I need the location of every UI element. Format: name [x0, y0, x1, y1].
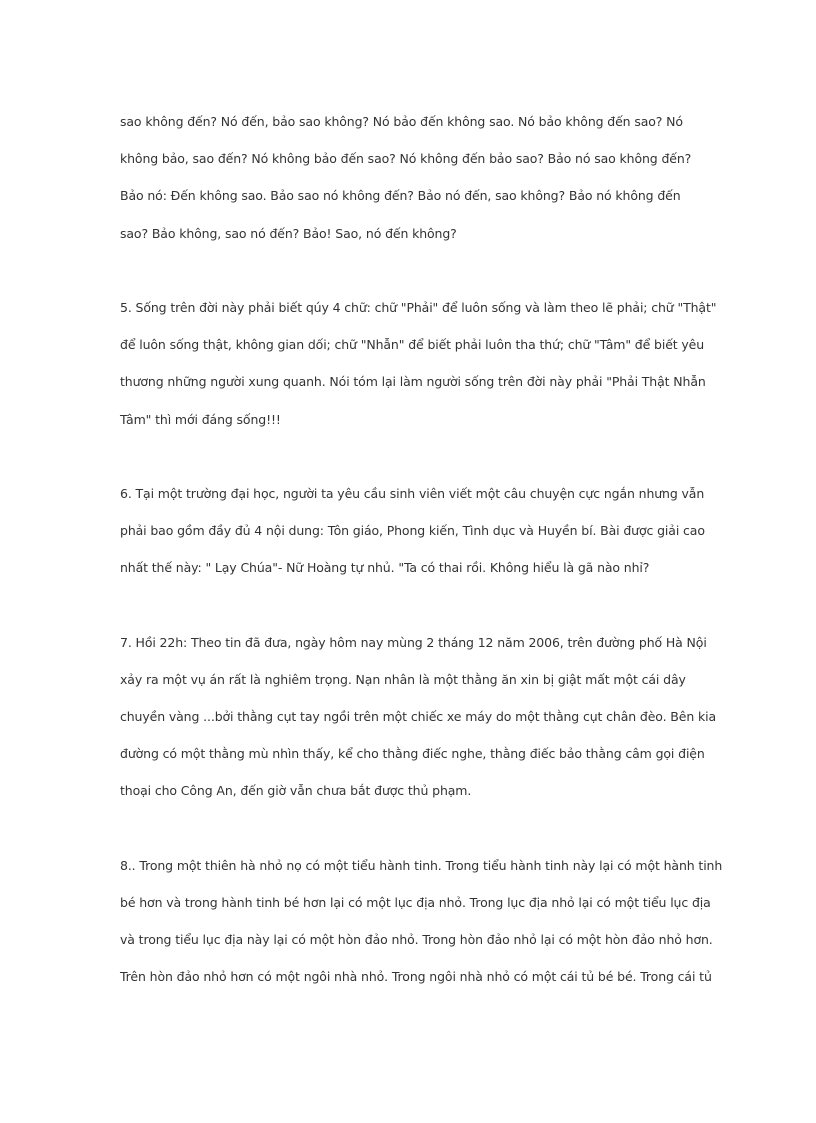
paragraph-1 [120, 103, 700, 252]
text-line: 5. Sống trên đời này phải biết qúy 4 chữ: chữ "Phải" để luôn sống và làm theo lẽ phải; chữ "Thật" [120, 299, 717, 315]
paragraph-item-6 [120, 475, 705, 587]
document-page [120, 103, 723, 996]
text-line: 6. Tại một trường đại học, người ta yêu cầu sinh viên viết một câu chuyện cực ngắn nhưng vẫn [120, 485, 705, 501]
text-line: không bảo, sao đến? Nó không bảo đến sao? Nó không đến bảo sao? Bảo nó sao không đến? [120, 151, 692, 167]
paragraph-item-7 [120, 624, 716, 810]
text-line: bé hơn và trong hành tinh bé hơn lại có một lục địa nhỏ. Trong lục địa nhỏ lại có một tiểu lục địa [120, 894, 711, 910]
paragraph-gap [120, 810, 700, 847]
paragraph-item-8 [120, 847, 723, 996]
text-line: nhất thế này: " Lạy Chúa"- Nữ Hoàng tự nhủ. "Ta có thai rồi. Không hiểu là gã nào nhỉ? [120, 560, 650, 576]
paragraph-gap [120, 252, 700, 289]
text-line: Tâm" thì mới đáng sống!!! [120, 411, 281, 427]
text-line: 7. Hồi 22h: Theo tin đã đưa, ngày hôm nay mùng 2 tháng 12 năm 2006, trên đường phố Hà Nội [120, 634, 707, 650]
text-line: phải bao gồm đầy đủ 4 nội dung: Tôn giáo, Phong kiến, Tình dục và Huyền bí. Bài được giải cao [120, 523, 705, 539]
paragraph-gap [120, 438, 700, 475]
text-line: và trong tiểu lục địa này lại có một hòn đảo nhỏ. Trong hòn đảo nhỏ lại có một hòn đảo nhỏ hơn. [120, 932, 713, 948]
text-line: xảy ra một vụ án rất là nghiêm trọng. Nạn nhân là một thằng ăn xin bị giật mất một cái dây [120, 671, 686, 687]
paragraph-item-5 [120, 289, 717, 438]
text-line: đường có một thằng mù nhìn thấy, kể cho thằng điếc nghe, thằng điếc bảo thằng câm gọi điện [120, 746, 705, 762]
text-line: thoại cho Công An, đến giờ vẫn chưa bắt được thủ phạm. [120, 783, 472, 799]
text-line: sao? Bảo không, sao nó đến? Bảo! Sao, nó đến không? [120, 225, 457, 241]
text-line: thương những người xung quanh. Nói tóm lại làm người sống trên đời này phải "Phải Thật Nhẫn [120, 374, 706, 390]
text-line: Bảo nó: Đến không sao. Bảo sao nó không đến? Bảo nó đến, sao không? Bảo nó không đến [120, 188, 681, 204]
paragraph-gap [120, 586, 700, 623]
text-line: 8.. Trong một thiên hà nhỏ nọ có một tiểu hành tinh. Trong tiểu hành tinh này lại có một hành tinh [120, 857, 723, 873]
text-line: Trên hòn đảo nhỏ hơn có một ngôi nhà nhỏ. Trong ngôi nhà nhỏ có một cái tủ bé bé. Trong cái tủ [120, 969, 712, 985]
text-line: để luôn sống thật, không gian dối; chữ "Nhẫn" để biết phải luôn tha thứ; chữ "Tâm" để biết yêu [120, 337, 705, 353]
text-line: sao không đến? Nó đến, bảo sao không? Nó bảo đến không sao. Nó bảo không đến sao? Nó [120, 114, 683, 129]
text-line: chuyền vàng ...bởi thằng cụt tay ngồi trên một chiếc xe máy do một thằng cụt chân đèo. Bên kia [120, 709, 716, 724]
